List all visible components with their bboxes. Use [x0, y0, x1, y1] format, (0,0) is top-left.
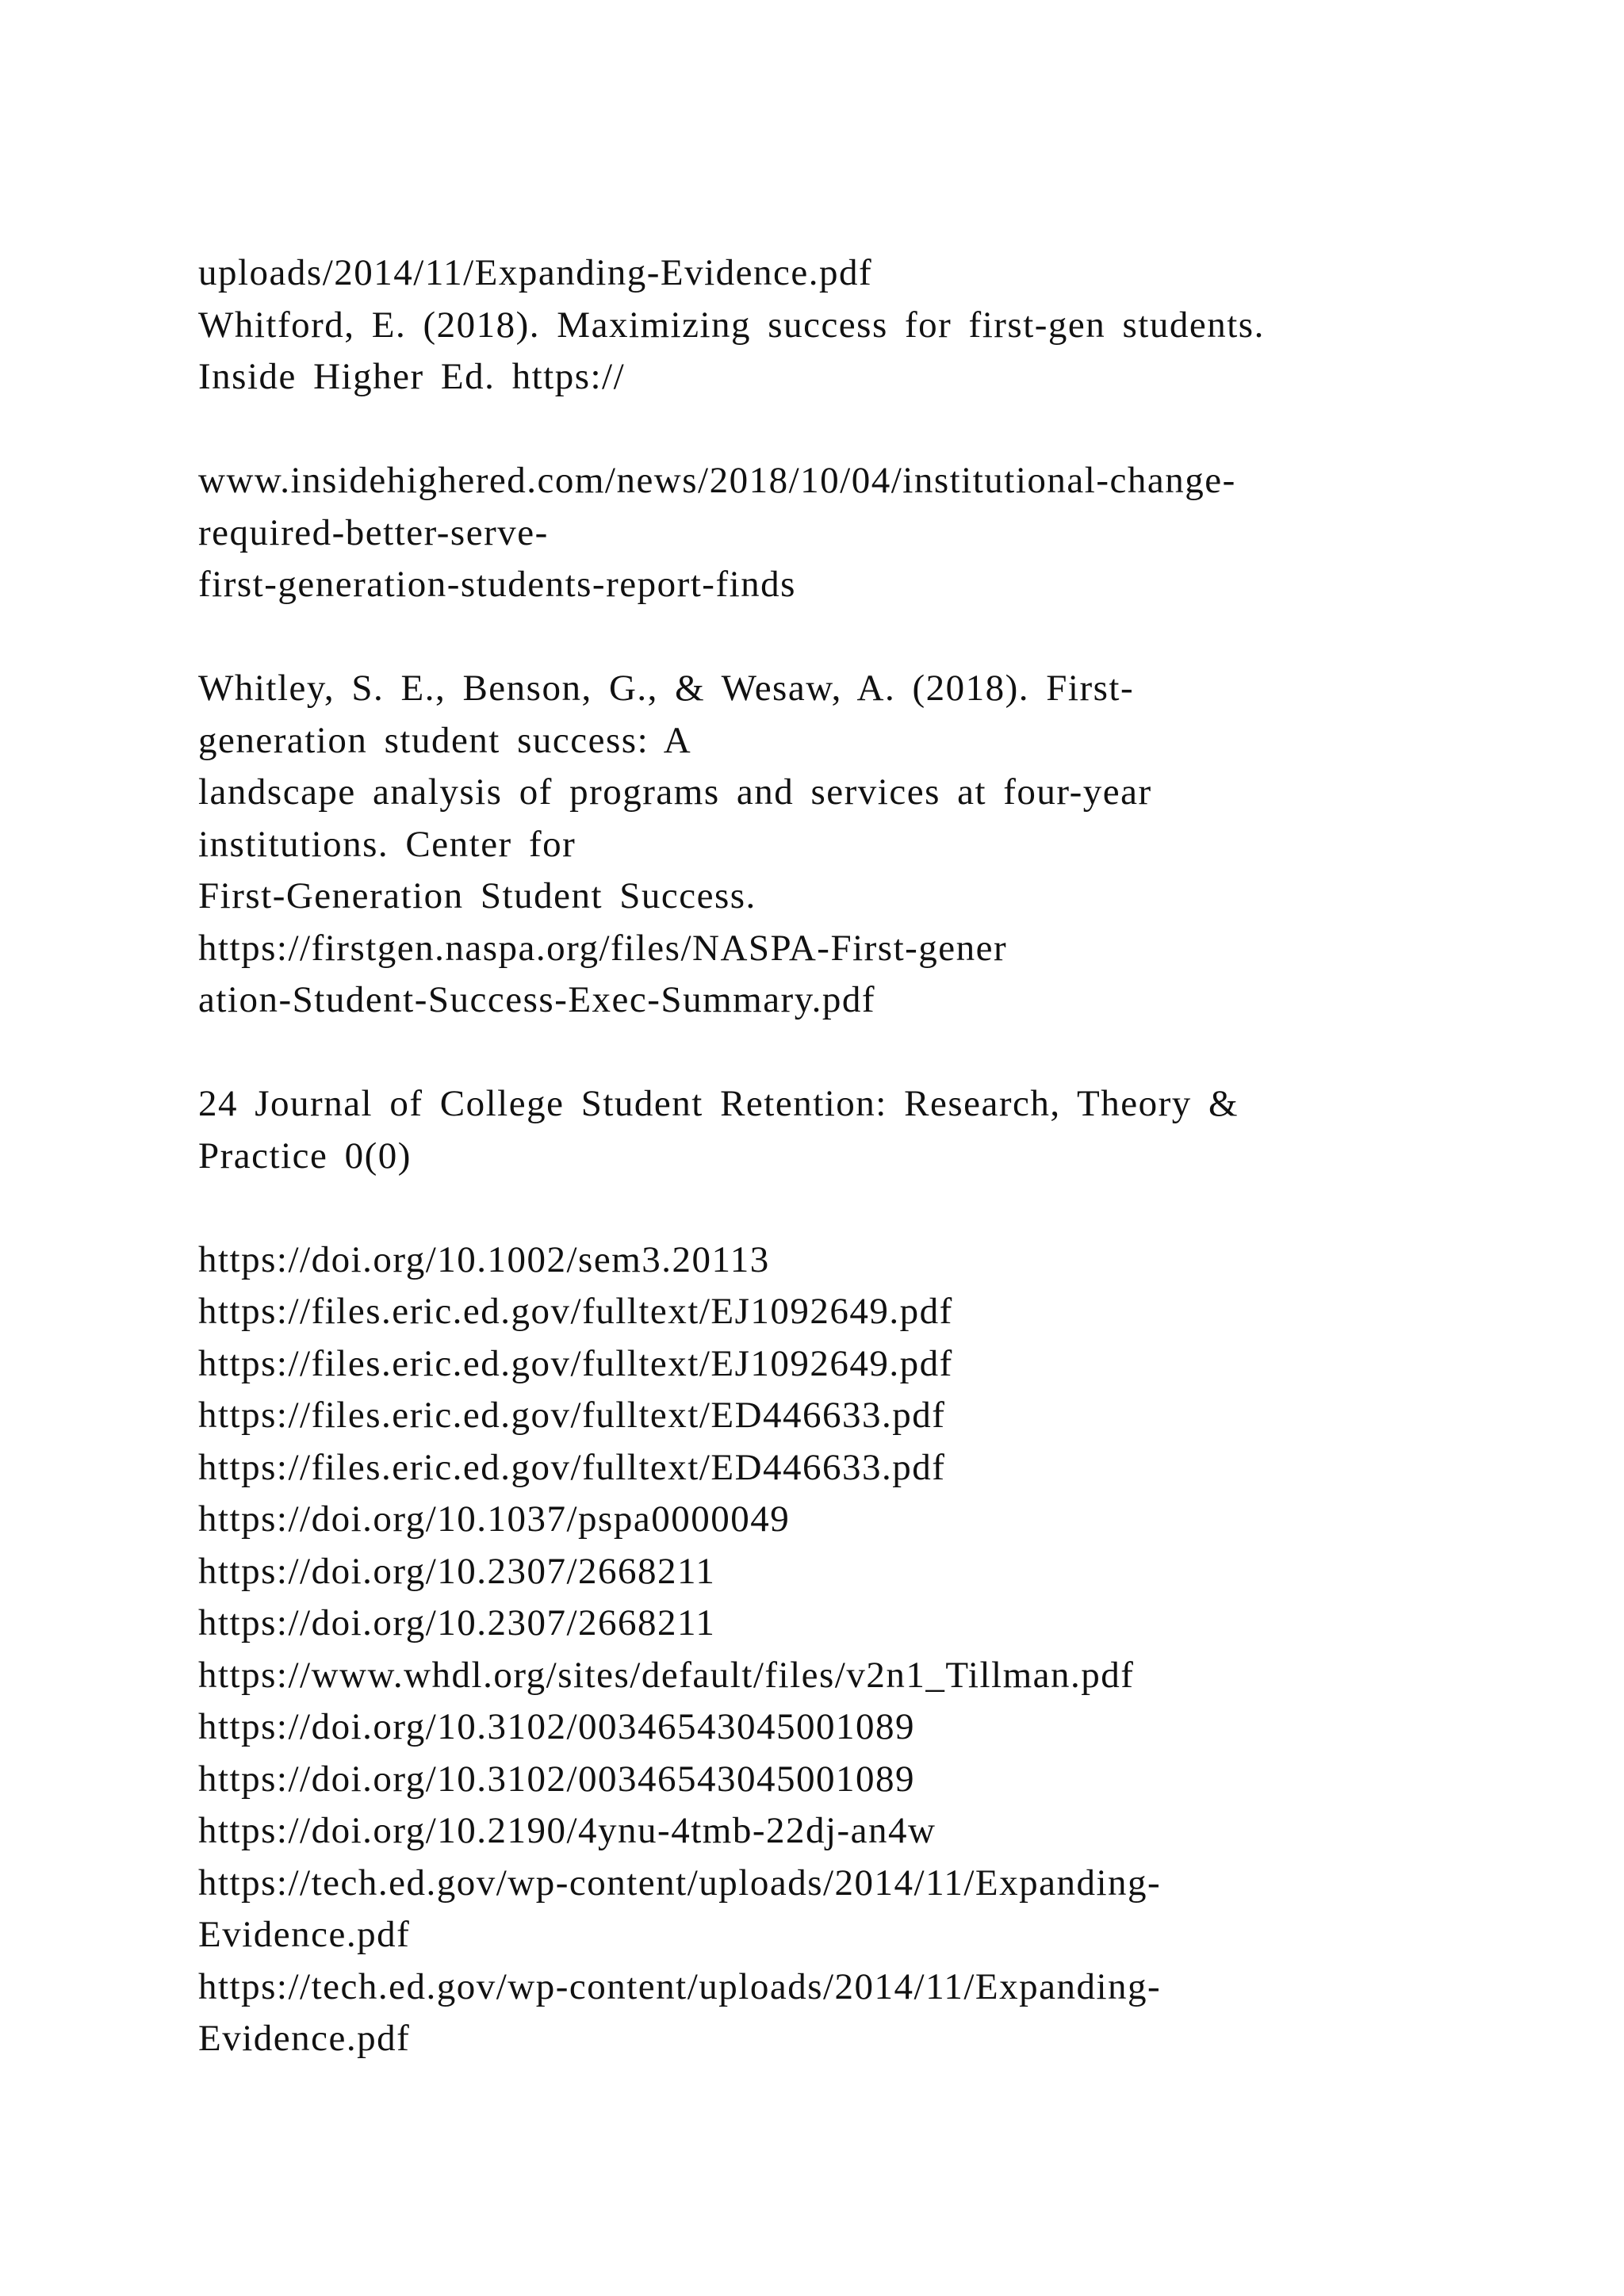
- reference-line: uploads/2014/11/Expanding-Evidence.pdf: [198, 252, 873, 293]
- reference-whitford-title: Whitford, E. (2018). Maximizing success for first-gen students.: [198, 304, 1265, 346]
- reference-whitley-title: generation student success: A: [198, 719, 692, 761]
- url-list-item: https://www.whdl.org/sites/default/files/v2n1_Tillman.pdf: [198, 1654, 1135, 1696]
- reference-whitley-authors: Whitley, S. E., Benson, G., & Wesaw, A. (2018). First-: [198, 668, 1135, 709]
- blank-line: [198, 404, 1499, 456]
- blank-line: [198, 1182, 1499, 1234]
- blank-line: [198, 1027, 1499, 1079]
- running-footer: 24 Journal of College Student Retention: Research, Theory &: [198, 1083, 1239, 1124]
- url-list-item: https://tech.ed.gov/wp-content/uploads/2014/11/Expanding-: [198, 1965, 1162, 2007]
- reference-whitley-source: institutions. Center for: [198, 823, 576, 865]
- reference-whitford-source: Inside Higher Ed. https://: [198, 356, 626, 397]
- url-list-item: https://doi.org/10.1002/sem3.20113: [198, 1238, 770, 1280]
- url-list-item: https://doi.org/10.2190/4ynu-4tmb-22dj-an4w: [198, 1810, 936, 1851]
- url-list-item: https://doi.org/10.2307/2668211: [198, 1550, 716, 1592]
- reference-whitley-url: https://firstgen.naspa.org/files/NASPA-First-gener: [198, 927, 1008, 969]
- reference-whitley-title: landscape analysis of programs and services at four-year: [198, 771, 1152, 813]
- url-list-item: https://doi.org/10.2307/2668211: [198, 1602, 716, 1644]
- url-list-item: https://doi.org/10.1037/pspa0000049: [198, 1498, 791, 1540]
- url-list-item: https://files.eric.ed.gov/fulltext/EJ1092649.pdf: [198, 1291, 953, 1332]
- running-footer: Practice 0(0): [198, 1135, 412, 1177]
- url-list-item: Evidence.pdf: [198, 1914, 411, 1955]
- url-list-item: https://tech.ed.gov/wp-content/uploads/2014/11/Expanding-: [198, 1862, 1162, 1904]
- reference-whitford-url: first-generation-students-report-finds: [198, 564, 796, 605]
- reference-whitford-url: required-better-serve-: [198, 511, 549, 553]
- blank-line: [198, 611, 1499, 664]
- url-list-item: https://files.eric.ed.gov/fulltext/ED446633.pdf: [198, 1446, 946, 1488]
- reference-whitley-source: First-Generation Student Success.: [198, 875, 756, 916]
- url-list-item: https://doi.org/10.3102/00346543045001089: [198, 1706, 916, 1747]
- url-list-item: https://doi.org/10.3102/00346543045001089: [198, 1758, 916, 1800]
- url-list-item: https://files.eric.ed.gov/fulltext/ED446633.pdf: [198, 1395, 946, 1436]
- reference-whitford-url: www.insidehighered.com/news/2018/10/04/institutional-change-: [198, 460, 1236, 501]
- reference-whitley-url: ation-Student-Success-Exec-Summary.pdf: [198, 979, 876, 1020]
- url-list-item: Evidence.pdf: [198, 2018, 411, 2059]
- url-list-item: https://files.eric.ed.gov/fulltext/EJ1092649.pdf: [198, 1342, 953, 1384]
- document-page: [198, 247, 1499, 2065]
